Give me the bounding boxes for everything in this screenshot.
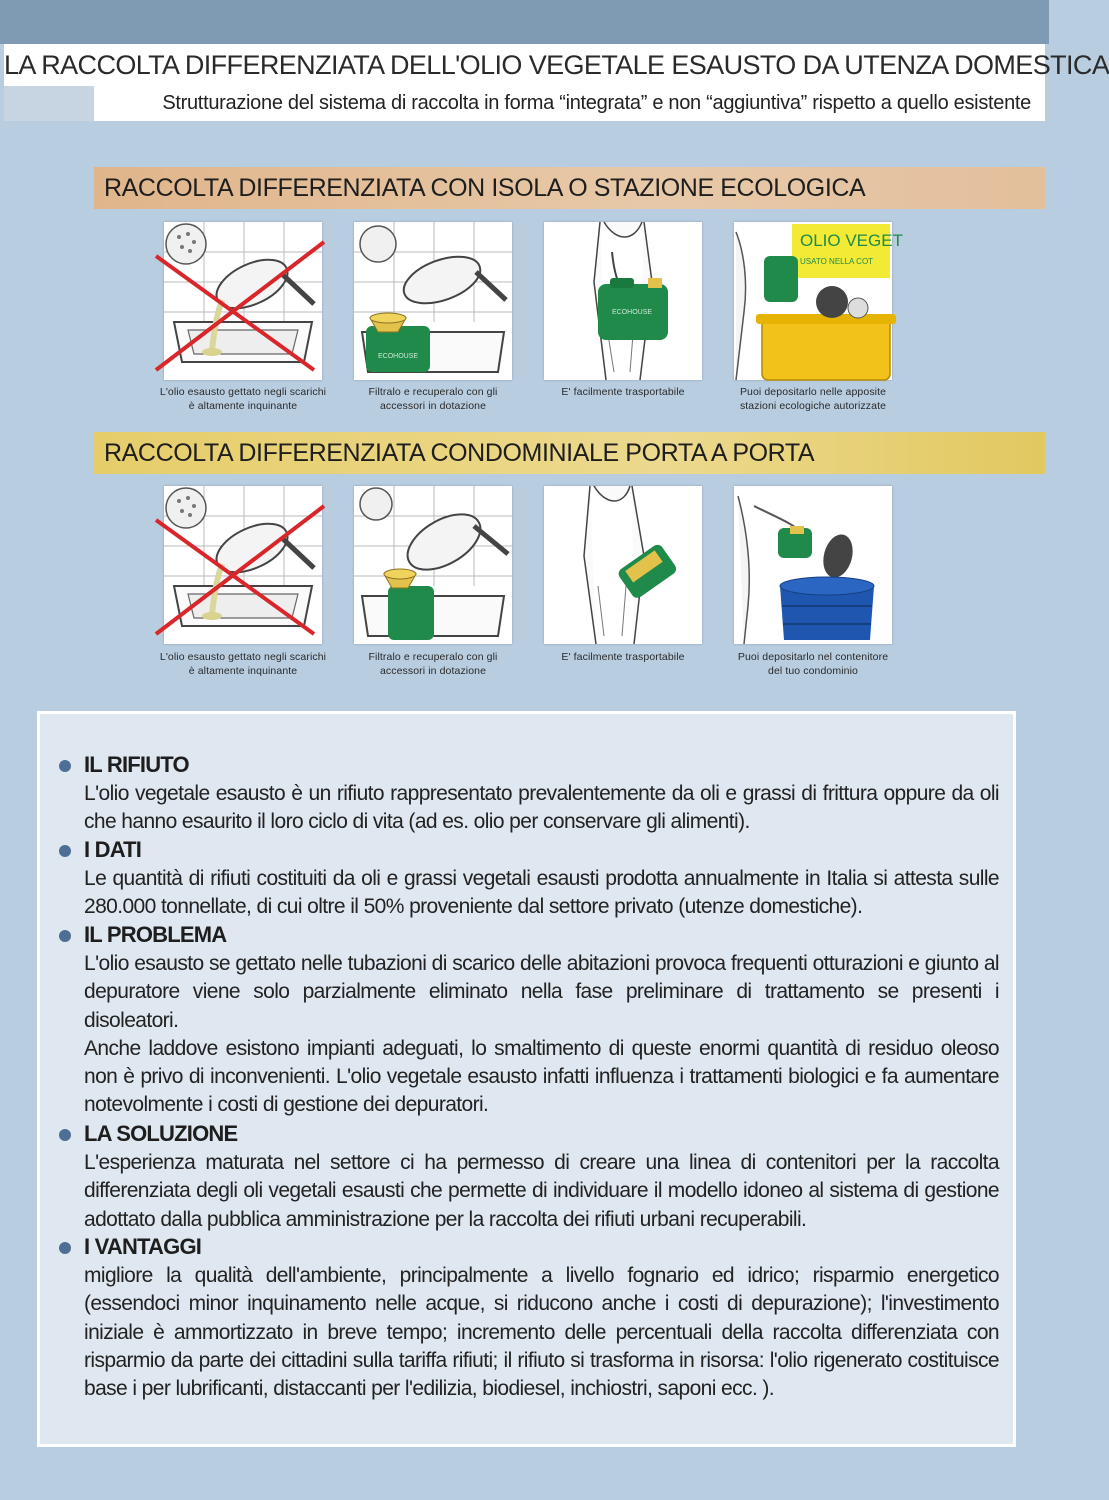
subtitle-accent — [4, 86, 94, 121]
bullet-icon — [59, 1242, 71, 1254]
svg-text:ECOHOUSE: ECOHOUSE — [611, 309, 653, 316]
sink-pour-crossed-icon — [164, 222, 322, 380]
info-title-waste: IL RIFIUTO — [84, 752, 189, 777]
bullet-icon — [59, 930, 71, 942]
condominium-bin-icon — [734, 486, 892, 644]
info-body-advantages: migliore la qualità dell'ambiente, principalmente a livello fognario ed idrico; risparmio energetico (essendoci minor inquinamento nelle acque, si riducono anche i costi di depurazione); l'investimento iniziale è ammortizzato in breve tempo; incremento delle percentuali della raccolta differenziata con risparmio da parte dei cittadini sulla tariffa rifiuti; il rifiuto si trasforma in risorsa: l'olio rigenerato costituisce base i per lubrificanti, distaccanti per l'edilizia, biodiesel, inchiostri, saponi ecc. ). — [84, 1264, 999, 1401]
caption-step-2: Filtralo e recuperalo con gli accessori in dotazione — [368, 651, 498, 677]
caption-step-3: E' facilmente trasportabile — [561, 651, 685, 663]
info-title-solution: LA SOLUZIONE — [84, 1121, 238, 1146]
section-title-door-to-door: RACCOLTA DIFFERENZIATA CONDOMINIALE PORTA A PORTA — [94, 432, 1045, 474]
info-box — [37, 711, 1016, 1447]
caption-step-1: L'olio esausto gettato negli scarichi è altamente inquinante — [159, 651, 327, 677]
info-body-problem: L'olio esausto se gettato nelle tubazioni di scarico delle abitazioni provoca frequenti otturazioni e giunto al depuratore viene solo parzialmente eliminato nella fase preliminare di trattamento se presenti i disoleatori. Anche laddove esistono impianti adeguati, lo smaltimento di queste enormi quantità di residuo oleoso non è privo di inconvenienti. L'olio vegetale esausto infatti influenza i trattamenti biologici e fa aumentare notevolmente i costi di gestione dei depuratori. — [84, 952, 999, 1117]
bullet-icon — [59, 845, 71, 857]
bullet-icon — [59, 1129, 71, 1141]
ecological-station-icon — [734, 222, 903, 380]
svg-text:USATO NELLA COT: USATO NELLA COT — [800, 257, 874, 266]
sink-pour-crossed-icon — [164, 486, 322, 644]
info-body-waste: L'olio vegetale esausto è un rifiuto rappresentato prevalentemente da oli e grassi di frittura oppure da oli che hanno esaurito il loro ciclo di vita (ad es. olio per conservare gli alimenti). — [84, 782, 999, 834]
page-subtitle: Strutturazione del sistema di raccolta in forma “integrata” e non “aggiuntiva” rispetto a quello esistente — [94, 86, 1045, 121]
carry-container-icon — [544, 222, 702, 380]
info-body-solution: L'esperienza maturata nel settore ci ha permesso di creare una linea di contenitori per la raccolta differenziata degli oli vegetali esausti che permette di individuare il modello idoneo al sistema di gestione adottato dalla pubblica amministrazione per la raccolta dei rifiuti urbani recuperabili. — [84, 1151, 999, 1231]
caption-step-4: Puoi depositarlo nelle apposite stazioni ecologiche autorizzate — [739, 386, 887, 412]
top-bar — [0, 0, 1049, 44]
filter-pan-container-icon — [354, 486, 512, 644]
info-title-data: I DATI — [84, 837, 142, 862]
caption-step-3: E' facilmente trasportabile — [561, 386, 685, 398]
info-title-problem: IL PROBLEMA — [84, 922, 227, 947]
bullet-icon — [59, 760, 71, 772]
info-title-advantages: I VANTAGGI — [84, 1234, 202, 1259]
svg-text:ECOHOUSE: ECOHOUSE — [377, 353, 419, 360]
svg-text:OLIO VEGET: OLIO VEGET — [800, 231, 903, 250]
caption-step-2: Filtralo e recuperalo con gli accessori in dotazione — [368, 386, 498, 412]
caption-step-1: L'olio esausto gettato negli scarichi è altamente inquinante — [159, 386, 327, 412]
page-title: LA RACCOLTA DIFFERENZIATA DELL'OLIO VEGETALE ESAUSTO DA UTENZA DOMESTICA — [4, 44, 1045, 86]
section-title-ecological-station: RACCOLTA DIFFERENZIATA CON ISOLA O STAZIONE ECOLOGICA — [94, 167, 1045, 209]
filter-pan-container-icon — [354, 222, 512, 380]
carry-container-icon — [544, 486, 702, 644]
caption-step-4: Puoi depositarlo nel contenitore del tuo condominio — [737, 651, 889, 677]
info-body-data: Le quantità di rifiuti costituiti da oli e grassi vegetali esausti prodotta annualmente in Italia si attesta sulle 280.000 tonnellate, di cui oltre il 50% proveniente dal settore privato (utenze domestiche). — [84, 867, 999, 919]
